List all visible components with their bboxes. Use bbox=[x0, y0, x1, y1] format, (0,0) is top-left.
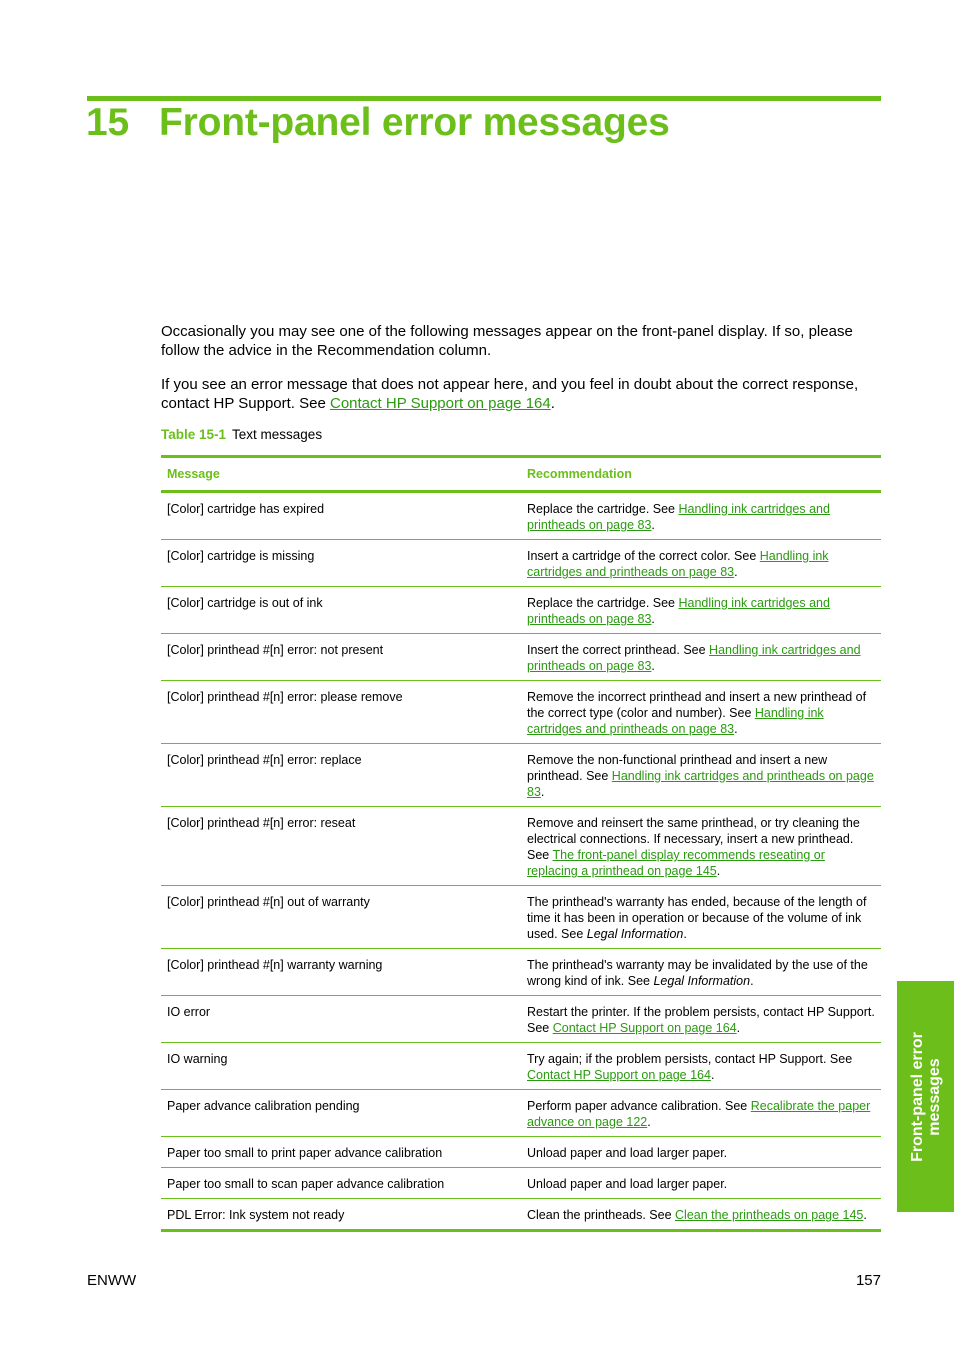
table-caption-text: Text messages bbox=[232, 427, 323, 442]
recommendation-cell bbox=[521, 492, 881, 540]
recommendation-cell bbox=[521, 587, 881, 634]
table-row bbox=[161, 1199, 881, 1231]
table-row bbox=[161, 807, 881, 886]
recommendation-text: . bbox=[734, 722, 738, 736]
cross-reference-link[interactable]: Handling ink cartridges and printheads on page 83 bbox=[527, 769, 874, 799]
recommendation-cell bbox=[521, 1137, 881, 1168]
recommendation-cell bbox=[521, 634, 881, 681]
recommendation-text: Unload paper and load larger paper. bbox=[527, 1177, 728, 1191]
recommendation-cell bbox=[521, 886, 881, 949]
message-cell: [Color] printhead #[n] error: not present bbox=[161, 634, 521, 681]
recommendation-text: . bbox=[647, 1115, 651, 1129]
message-cell: Paper advance calibration pending bbox=[161, 1090, 521, 1137]
table-row bbox=[161, 681, 881, 744]
recommendation-text: Perform paper advance calibration. See bbox=[527, 1099, 751, 1113]
intro-paragraph-2-text: If you see an error message that does not appear here, and you feel in doubt about the correct response, contact HP Support. See bbox=[161, 376, 859, 412]
chapter-title-text: Front-panel error messages bbox=[158, 101, 670, 144]
table-row bbox=[161, 744, 881, 807]
recommendation-cell bbox=[521, 1090, 881, 1137]
intro-paragraph-1: Occasionally you may see one of the following messages appear on the front-panel display. If so, please follow the advice in the Recommendation column. bbox=[161, 323, 853, 359]
table-row bbox=[161, 492, 881, 540]
message-cell: Paper too small to scan paper advance calibration bbox=[161, 1168, 521, 1199]
table-row bbox=[161, 1168, 881, 1199]
recommendation-text: Unload paper and load larger paper. bbox=[527, 1146, 728, 1160]
cross-reference-link[interactable]: Handling ink cartridges and printheads on page 83 bbox=[527, 502, 830, 532]
recommendation-cell bbox=[521, 540, 881, 587]
table-caption bbox=[161, 426, 322, 444]
message-cell: IO error bbox=[161, 996, 521, 1043]
recommendation-text: Restart the printer. If the problem persists, contact HP Support. See bbox=[527, 1005, 875, 1035]
chapter-title bbox=[86, 101, 670, 145]
cross-reference-link[interactable]: Handling ink cartridges and printheads on page 83 bbox=[527, 706, 824, 736]
table-row bbox=[161, 1137, 881, 1168]
intro-paragraph-2-end: . bbox=[550, 395, 555, 412]
recommendation-text: . bbox=[750, 974, 754, 988]
text-messages-table bbox=[161, 455, 881, 1232]
table-body bbox=[161, 492, 881, 1231]
table-row bbox=[161, 949, 881, 996]
document-reference: Legal Information bbox=[586, 927, 684, 941]
recommendation-text: Insert a cartridge of the correct color. See bbox=[527, 549, 760, 563]
message-cell: [Color] cartridge is missing bbox=[161, 540, 521, 587]
recommendation-text: . bbox=[683, 927, 687, 941]
table-row bbox=[161, 634, 881, 681]
recommendation-text: . bbox=[736, 1021, 741, 1035]
recommendation-cell bbox=[521, 1199, 881, 1231]
recommendation-text: Replace the cartridge. See bbox=[527, 596, 679, 610]
message-cell: [Color] printhead #[n] out of warranty bbox=[161, 886, 521, 949]
recommendation-text: . bbox=[734, 565, 738, 579]
table-row bbox=[161, 1043, 881, 1090]
recommendation-cell bbox=[521, 807, 881, 886]
message-cell: [Color] printhead #[n] error: replace bbox=[161, 744, 521, 807]
recommendation-text: . bbox=[651, 612, 655, 626]
table-header-row bbox=[161, 457, 881, 492]
chapter-side-tab[interactable] bbox=[897, 981, 954, 1212]
cross-reference-link[interactable]: Contact HP Support on page 164 bbox=[527, 1068, 711, 1082]
page-number: 157 bbox=[855, 1272, 881, 1289]
intro-paragraph-2 bbox=[161, 375, 886, 413]
message-cell: [Color] printhead #[n] error: reseat bbox=[161, 807, 521, 886]
cross-reference-link[interactable]: Handling ink cartridges and printheads on page 83 bbox=[527, 596, 830, 626]
cross-reference-link[interactable]: Clean the printheads on page 145 bbox=[675, 1208, 864, 1222]
table-caption-label: Table 15-1 bbox=[161, 427, 227, 442]
recommendation-cell bbox=[521, 744, 881, 807]
recommendation-text: The printhead's warranty has ended, because of the length of time it has been in operation or because of the volume of ink used. See bbox=[527, 895, 867, 941]
recommendation-text: . bbox=[540, 785, 545, 799]
recommendation-text: Remove the non-functional printhead and insert a new printhead. See bbox=[527, 753, 828, 783]
recommendation-text: Replace the cartridge. See bbox=[527, 502, 679, 516]
cross-reference-link[interactable]: Handling ink cartridges and printheads on page 83 bbox=[527, 643, 861, 673]
recommendation-text: Clean the printheads. See bbox=[527, 1208, 676, 1222]
table-row bbox=[161, 587, 881, 634]
header-recommendation: Recommendation bbox=[521, 457, 881, 492]
document-reference: Legal Information bbox=[653, 974, 751, 988]
chapter-number: 15 bbox=[86, 101, 129, 144]
table-row bbox=[161, 886, 881, 949]
header-message: Message bbox=[161, 457, 521, 492]
cross-reference-link[interactable]: Recalibrate the paper advance on page 122 bbox=[527, 1099, 871, 1129]
message-cell: [Color] printhead #[n] error: please remove bbox=[161, 681, 521, 744]
message-cell: IO warning bbox=[161, 1043, 521, 1090]
message-cell: [Color] cartridge has expired bbox=[161, 492, 521, 540]
recommendation-text: Remove the incorrect printhead and insert a new printhead of the correct type (color and number). See bbox=[527, 690, 867, 720]
recommendation-text: . bbox=[651, 659, 655, 673]
cross-reference-link[interactable]: The front-panel display recommends reseating or replacing a printhead on page 145 bbox=[527, 848, 825, 878]
message-cell: Paper too small to print paper advance calibration bbox=[161, 1137, 521, 1168]
message-cell: [Color] printhead #[n] warranty warning bbox=[161, 949, 521, 996]
table-row bbox=[161, 996, 881, 1043]
recommendation-text: . bbox=[710, 1068, 715, 1082]
recommendation-cell bbox=[521, 1168, 881, 1199]
recommendation-cell bbox=[521, 949, 881, 996]
recommendation-cell bbox=[521, 996, 881, 1043]
cross-reference-link[interactable]: Handling ink cartridges and printheads on page 83 bbox=[527, 549, 829, 579]
recommendation-text: . bbox=[716, 864, 721, 878]
contact-hp-support-link[interactable]: Contact HP Support on page 164 bbox=[330, 395, 551, 412]
recommendation-cell bbox=[521, 681, 881, 744]
recommendation-text: The printhead's warranty may be invalidated by the use of the wrong kind of ink. See bbox=[527, 958, 868, 988]
recommendation-text: . bbox=[863, 1208, 867, 1222]
message-cell: [Color] cartridge is out of ink bbox=[161, 587, 521, 634]
recommendation-text: Remove and reinsert the same printhead, or try cleaning the electrical connections. If necessary, insert a new printhead. See bbox=[527, 816, 860, 862]
footer-left-label: ENWW bbox=[87, 1272, 137, 1289]
recommendation-text: Try again; if the problem persists, contact HP Support. See bbox=[527, 1052, 853, 1066]
table-row bbox=[161, 540, 881, 587]
table-row bbox=[161, 1090, 881, 1137]
chapter-side-tab-label: Front-panel error messages bbox=[908, 1031, 943, 1162]
message-cell: PDL Error: Ink system not ready bbox=[161, 1199, 521, 1231]
recommendation-text: . bbox=[651, 518, 655, 532]
cross-reference-link[interactable]: Contact HP Support on page 164 bbox=[552, 1021, 737, 1035]
recommendation-text: Insert the correct printhead. See bbox=[527, 643, 710, 657]
recommendation-cell bbox=[521, 1043, 881, 1090]
